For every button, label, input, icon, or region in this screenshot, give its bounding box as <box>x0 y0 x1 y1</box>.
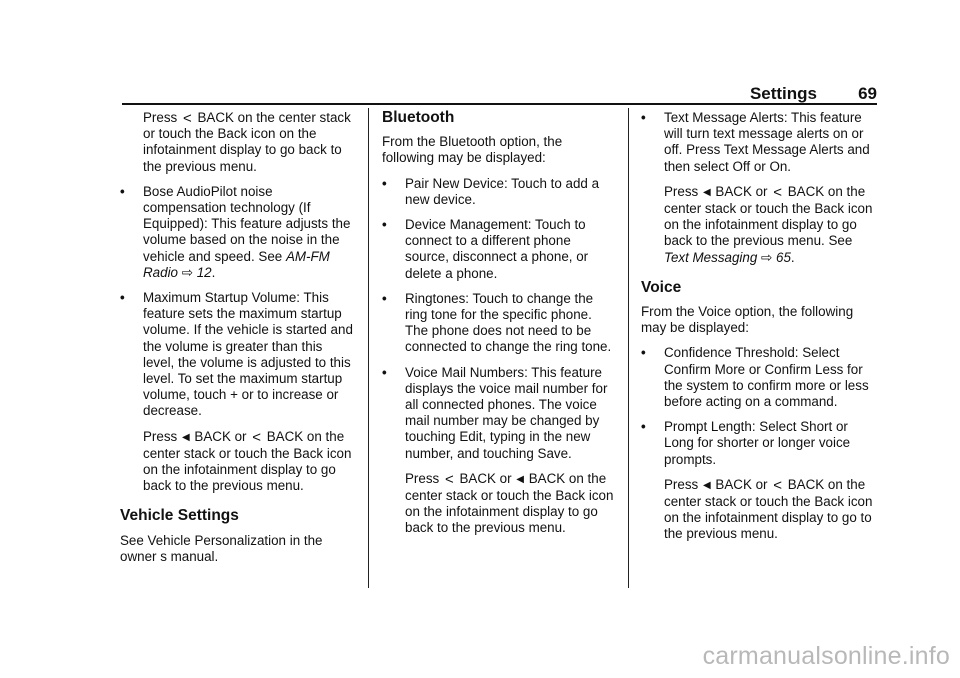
list-item-text-alerts: • Text Message Alerts: This feature will turn text message alerts on or off. Press Text Message Alerts and then select Off or On. <box>641 110 870 174</box>
list-item-bose: • Bose AudioPilot noise compensation technology (If Equipped): This feature adjusts the volume based on the noise in the vehicle and speed. See AM-FM Radio ⇨ 12. <box>120 183 351 280</box>
page-number: 69 <box>858 84 877 103</box>
voice-intro: From the Voice option, the following may be displayed: <box>641 304 854 336</box>
list-item-prompt-length: • Prompt Length: Select Short or Long for shorter or longer voice prompts. <box>641 419 851 467</box>
bullet-icon: • <box>641 110 646 125</box>
bullet-icon: • <box>382 290 387 306</box>
back-instruction: Press ◀ BACK or < BACK on the center stack or touch the Back icon on the infotainment display to go back to the previous menu. <box>143 428 352 494</box>
back-triangle-icon: ◀ <box>181 431 190 443</box>
back-triangle-icon: ◀ <box>516 473 524 485</box>
list-item-max-volume: • Maximum Startup Volume: This feature sets the maximum startup volume. If the vehicle is started and the volume is greater than this level, the volume is adjusted to this level. To set the maximum startup volume, touch + or to increase or decrease. <box>120 290 353 419</box>
bullet-icon: • <box>641 345 646 361</box>
back-triangle-icon: ◀ <box>702 479 711 491</box>
bluetooth-intro: From the Bluetooth option, the following may be displayed: <box>382 134 563 166</box>
vehicle-settings-text: See Vehicle Personalization in the owner s manual. <box>120 532 323 564</box>
list-item-voice-mail: • Voice Mail Numbers: This feature displays the voice mail number for all connected phones. The voice mail number may be changed by touching Edit, typing in the new number, and touching Save. <box>382 364 608 461</box>
page-arrow-icon: ⇨ <box>181 264 193 280</box>
bullet-icon: • <box>120 290 125 306</box>
back-chevron-icon: < <box>252 428 261 446</box>
bullet-icon: • <box>382 217 387 233</box>
heading-vehicle-settings: Vehicle Settings <box>120 507 239 525</box>
xref-link[interactable]: Text Messaging <box>664 249 758 265</box>
back-chevron-icon: < <box>773 183 782 201</box>
heading-voice: Voice <box>641 278 682 296</box>
page-arrow-icon: ⇨ <box>761 249 773 265</box>
list-item-device-management: • Device Management: Touch to connect to a different phone source, disconnect a phone, or delete a phone. <box>382 217 589 281</box>
list-item-pair: • Pair New Device: Touch to add a new device. <box>382 175 600 207</box>
back-chevron-icon: < <box>444 470 454 488</box>
column-divider <box>368 108 369 588</box>
heading-bluetooth: Bluetooth <box>382 109 455 126</box>
header-rule <box>122 103 877 105</box>
list-item-confidence: • Confidence Threshold: Select Confirm More or Confirm Less for the system to confirm more or less before acting on a command. <box>641 345 869 410</box>
column-divider <box>628 108 629 588</box>
column-3 <box>641 110 877 552</box>
page-header <box>122 84 877 104</box>
xref-page[interactable]: 65 <box>776 249 791 265</box>
bullet-icon: • <box>120 183 125 199</box>
xref-page[interactable]: 12 <box>196 264 212 280</box>
back-instruction: Press ◀ BACK or < BACK on the center stack or touch the Back icon on the infotainment display to go back to the previous menu. See Text Messaging ⇨ 65. <box>664 183 873 265</box>
watermark: carmanualsonline.info <box>702 642 950 670</box>
back-chevron-icon: < <box>182 110 192 127</box>
bullet-icon: • <box>641 419 646 435</box>
back-instruction: Press < BACK on the center stack or touch the Back icon on the infotainment display to go back to the previous menu. <box>143 110 351 174</box>
bullet-icon: • <box>382 175 387 191</box>
column-2 <box>382 110 617 546</box>
list-item-ringtones: • Ringtones: Touch to change the ring tone for the specific phone. The phone does not need to be connected to change the ring tone. <box>382 290 612 355</box>
back-triangle-icon: ◀ <box>702 186 711 198</box>
xref-link[interactable]: AM-FM Radio <box>143 248 330 280</box>
column-1 <box>120 110 355 574</box>
back-instruction: Press ◀ BACK or < BACK on the center stack or touch the Back icon on the infotainment display to go to the previous menu. <box>664 476 873 542</box>
back-chevron-icon: < <box>773 476 782 494</box>
back-instruction: Press < BACK or ◀ BACK on the center stack or touch the Back icon on the infotainment display to go back to the previous menu. <box>405 470 614 536</box>
section-title: Settings <box>749 84 817 103</box>
bullet-icon: • <box>382 364 387 380</box>
